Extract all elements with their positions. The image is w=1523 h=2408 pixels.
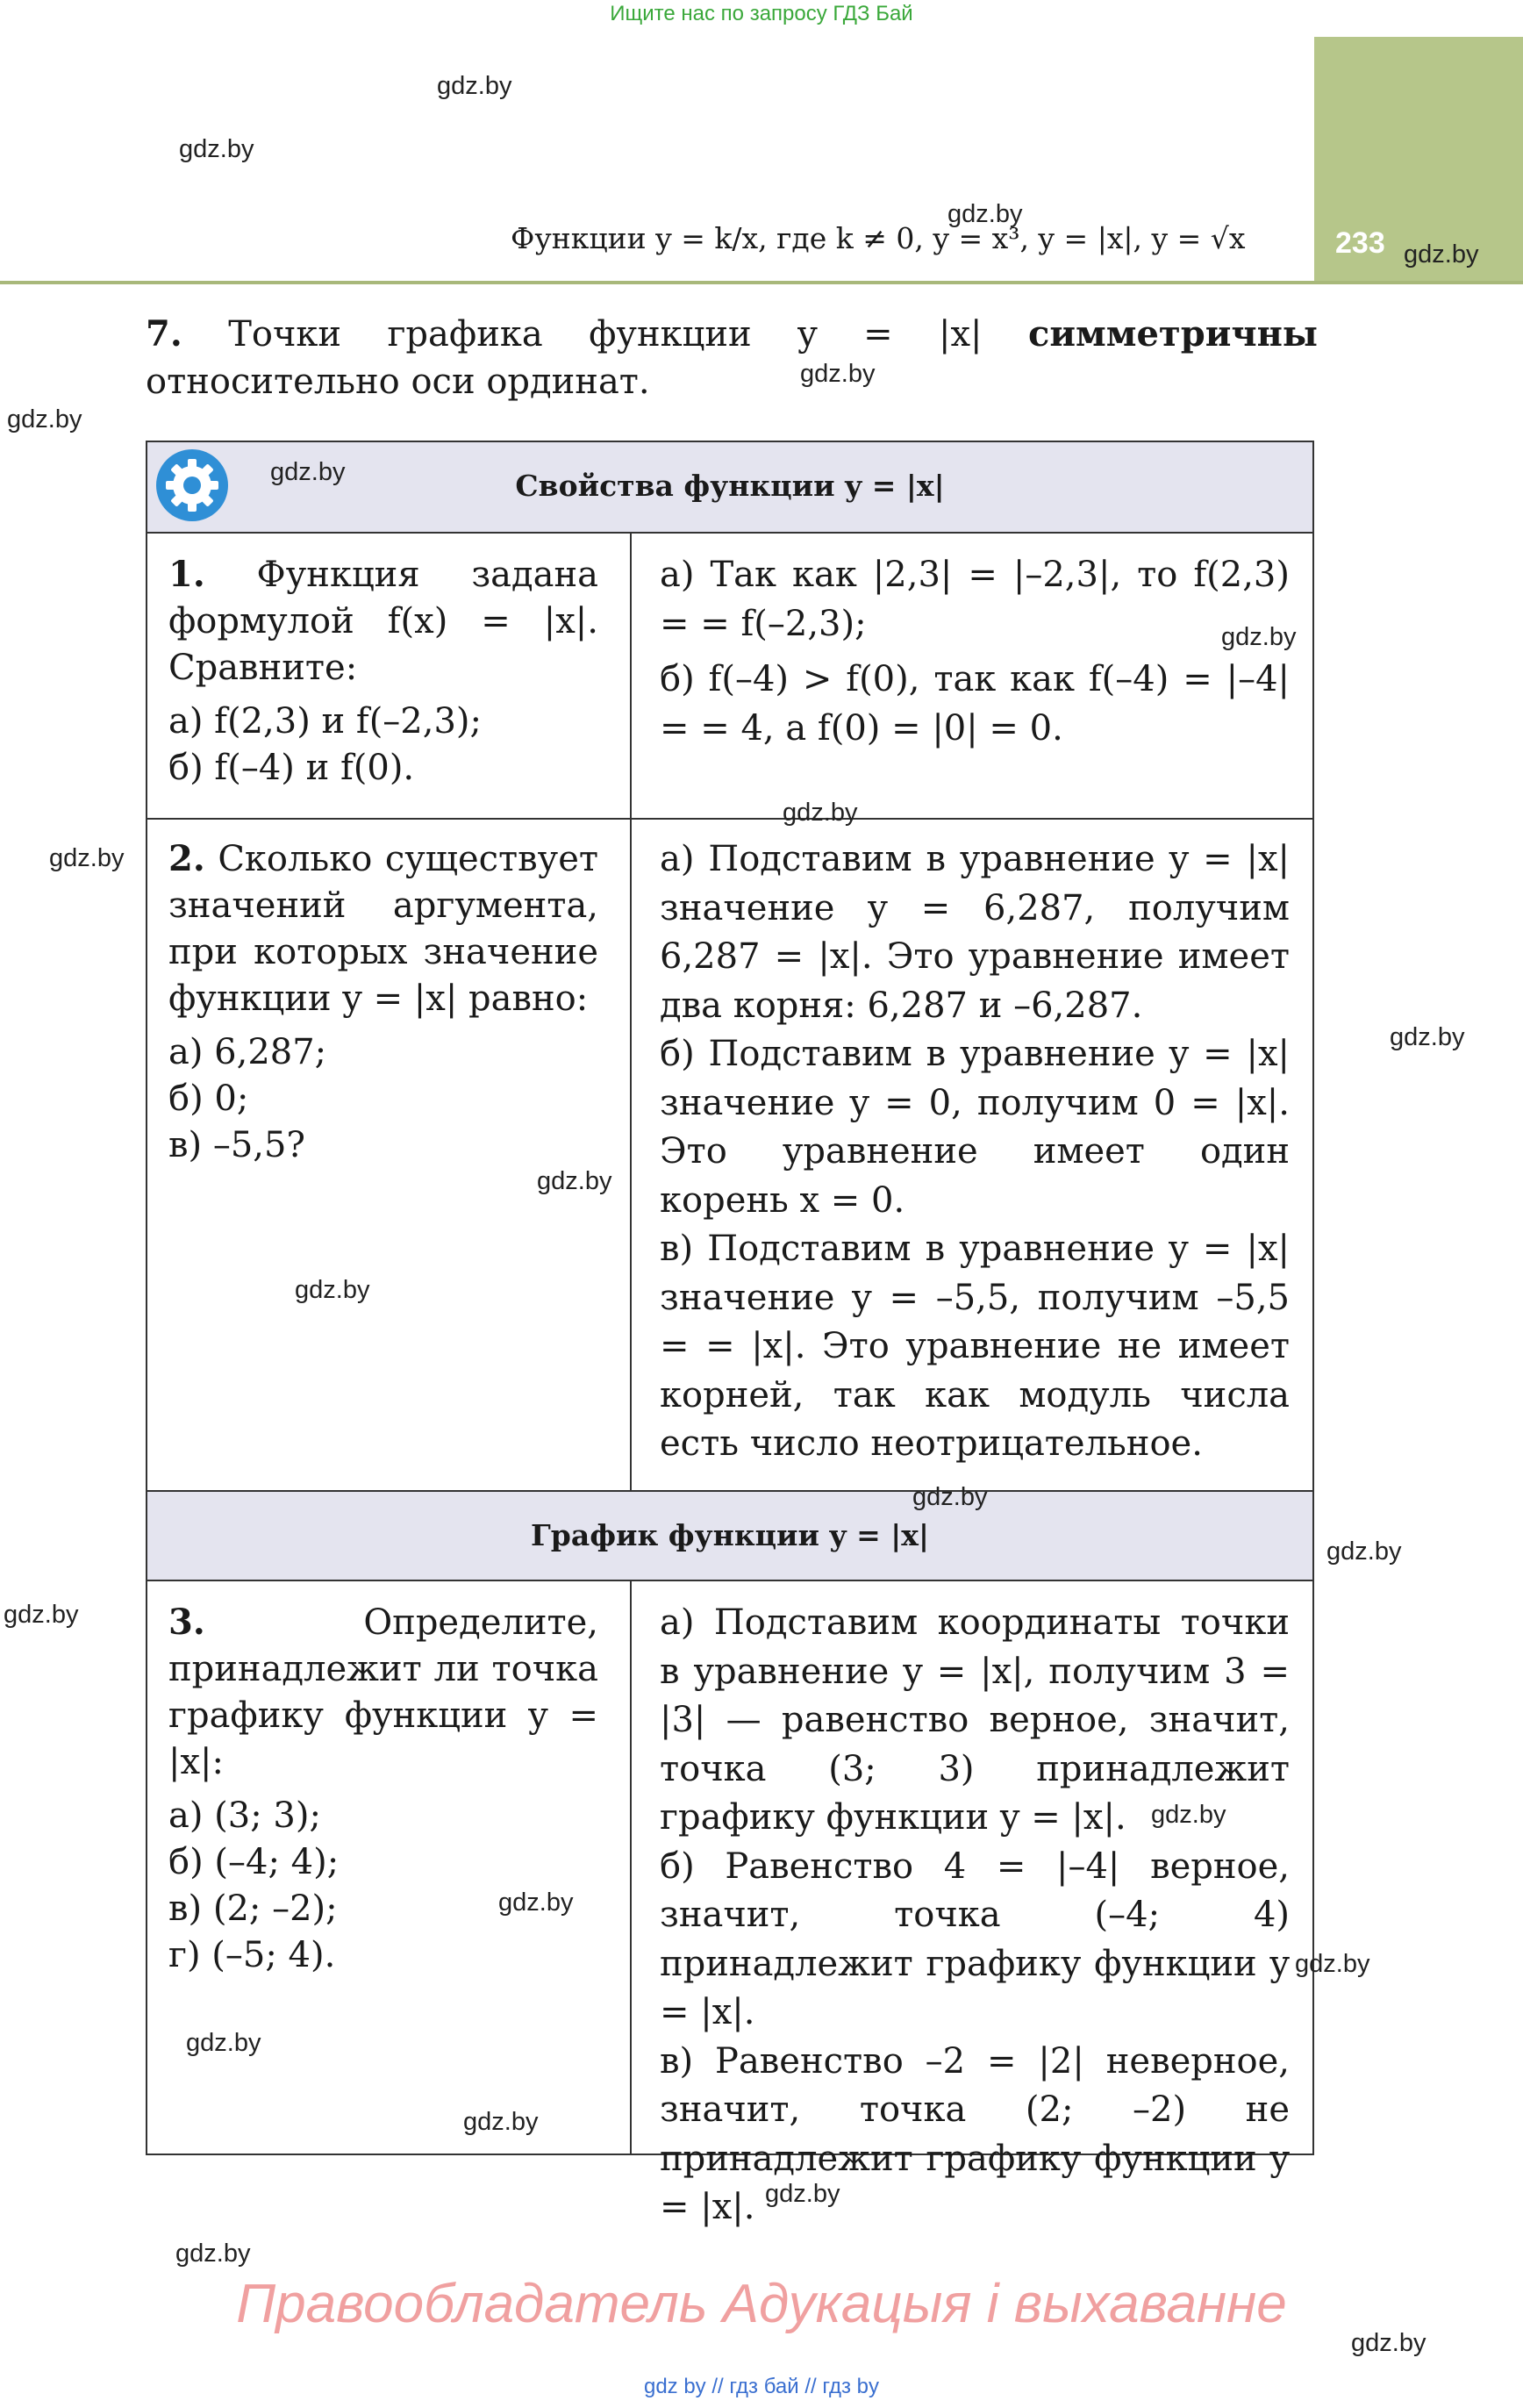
task-3-item-b: б) (–4; 4);	[168, 1842, 340, 1882]
task-2-item-c: в) –5,5?	[168, 1125, 305, 1165]
watermark: gdz.by	[437, 72, 512, 100]
watermark: gdz.by	[765, 2180, 840, 2208]
task-1-text: Функция задана формулой f(x) = |x|. Сравните:	[168, 555, 598, 688]
watermark: gdz.by	[1404, 240, 1479, 269]
header-divider	[0, 281, 1523, 284]
watermark: gdz.by	[1326, 1537, 1402, 1566]
watermark: gdz.by	[800, 360, 876, 388]
task-1-number: 1.	[168, 554, 205, 595]
watermark: gdz.by	[179, 135, 254, 163]
watermark: gdz.by	[912, 1483, 988, 1511]
watermark: gdz.by	[295, 1276, 370, 1304]
watermark: gdz.by	[1221, 623, 1297, 651]
watermark: gdz.by	[947, 200, 1023, 228]
watermark: gdz.by	[7, 405, 82, 434]
task-1-item-b: б) f(–4) и f(0).	[168, 748, 415, 788]
column-divider	[630, 534, 632, 1490]
watermark: gdz.by	[463, 2108, 539, 2136]
task-2-number: 2.	[168, 838, 205, 879]
watermark: gdz.by	[498, 1888, 574, 1917]
task-2-answer	[660, 835, 1290, 1469]
watermark: gdz.by	[49, 844, 125, 872]
top-note: Ищите нас по запросу ГДЗ Бай	[610, 2, 913, 25]
task-3-item-a: а) (3; 3);	[168, 1795, 321, 1836]
task-3-item-d: г) (–5; 4).	[168, 1935, 336, 1975]
task-3-answer	[660, 1599, 1290, 2232]
task-1-item-a: а) f(2,3) и f(–2,3);	[168, 701, 482, 742]
task-3-question	[168, 1599, 598, 1979]
task-3-number: 3.	[168, 1602, 205, 1643]
row-divider	[147, 818, 1312, 820]
paragraph-7	[146, 311, 1318, 405]
task-3-answer-a: а) Подставим координаты точки в уравнение y = |x|, получим 3 = |3| — равенство верное, значит, точка (3; 3) принадлежит графику функции y = |x|.	[660, 1602, 1290, 1838]
watermark: gdz.by	[783, 799, 858, 827]
watermark: gdz.by	[1295, 1950, 1370, 1978]
watermark: gdz.by	[175, 2240, 251, 2268]
running-header: Функции y = k/x, где k ≠ 0, y = x³, y = |x|, y = √x	[511, 221, 1246, 255]
page-number: 233	[1335, 226, 1385, 260]
task-3-text: Определите, принадлежит ли точка графику функции y = |x|:	[168, 1602, 598, 1782]
watermark: gdz.by	[270, 458, 346, 486]
paragraph-text-before: Точки графика функции y = |x|	[228, 314, 983, 355]
section-header-graph	[147, 1490, 1312, 1581]
task-2-item-b: б) 0;	[168, 1079, 249, 1119]
task-2-answer-b: б) Подставим в уравнение y = |x| значение y = 0, получим 0 = |x|. Это уравнение имеет один корень x = 0.	[660, 1034, 1290, 1221]
watermark: gdz.by	[1390, 1023, 1465, 1051]
watermark: gdz.by	[4, 1601, 79, 1629]
paragraph-bold-term: симметричны	[1027, 313, 1319, 355]
task-2-text: Сколько существует значений аргумента, при которых значение функции y = |x| равно:	[168, 839, 598, 1019]
watermark: gdz.by	[1351, 2329, 1426, 2357]
section-title-graph: График функции y = |x|	[531, 1518, 929, 1552]
task-1-question	[168, 551, 598, 792]
paragraph-number: 7.	[146, 313, 182, 355]
task-1-answer-b: б) f(–4) > f(0), так как f(–4) = |–4| = = 4, а f(0) = |0| = 0.	[660, 659, 1290, 749]
task-2-answer-c: в) Подставим в уравнение y = |x| значение y = –5,5, получим –5,5 = = |x|. Это уравнение не имеет корней, так как модуль числа есть число неотрицательное.	[660, 1229, 1290, 1464]
task-2-question	[168, 835, 598, 1169]
section-title-properties: Свойства функции y = |x|	[515, 469, 945, 503]
task-1-answer	[660, 551, 1290, 753]
task-3-answer-b: б) Равенство 4 = |–4| верное, значит, точка (–4; 4) принадлежит графику функции y = |x|.	[660, 1845, 1290, 2032]
watermark: gdz.by	[186, 2029, 261, 2057]
footer-links[interactable]: gdz by // гдз бай // гдз by	[643, 2375, 880, 2398]
paragraph-text-after: относительно оси ординат.	[146, 362, 650, 402]
watermark: gdz.by	[537, 1167, 612, 1195]
section-header-properties	[147, 442, 1312, 534]
task-3-item-c: в) (2; –2);	[168, 1888, 338, 1929]
task-1-answer-a: а) Так как |2,3| = |–2,3|, то f(2,3) = = f(–2,3);	[660, 555, 1290, 644]
column-divider	[630, 1581, 632, 2155]
task-3-answer-c: в) Равенство –2 = |2| неверное, значит, точка (2; –2) не принадлежит графику функции y = |x|.	[660, 2040, 1290, 2227]
task-2-item-a: а) 6,287;	[168, 1032, 327, 1072]
task-2-answer-a: а) Подставим в уравнение y = |x| значение y = 6,287, получим 6,287 = |x|. Это уравнение имеет два корня: 6,287 и –6,287.	[660, 839, 1290, 1026]
watermark: gdz.by	[1151, 1801, 1226, 1829]
copyright-notice: Правообладатель Адукацыя і выхаванне	[236, 2274, 1287, 2334]
